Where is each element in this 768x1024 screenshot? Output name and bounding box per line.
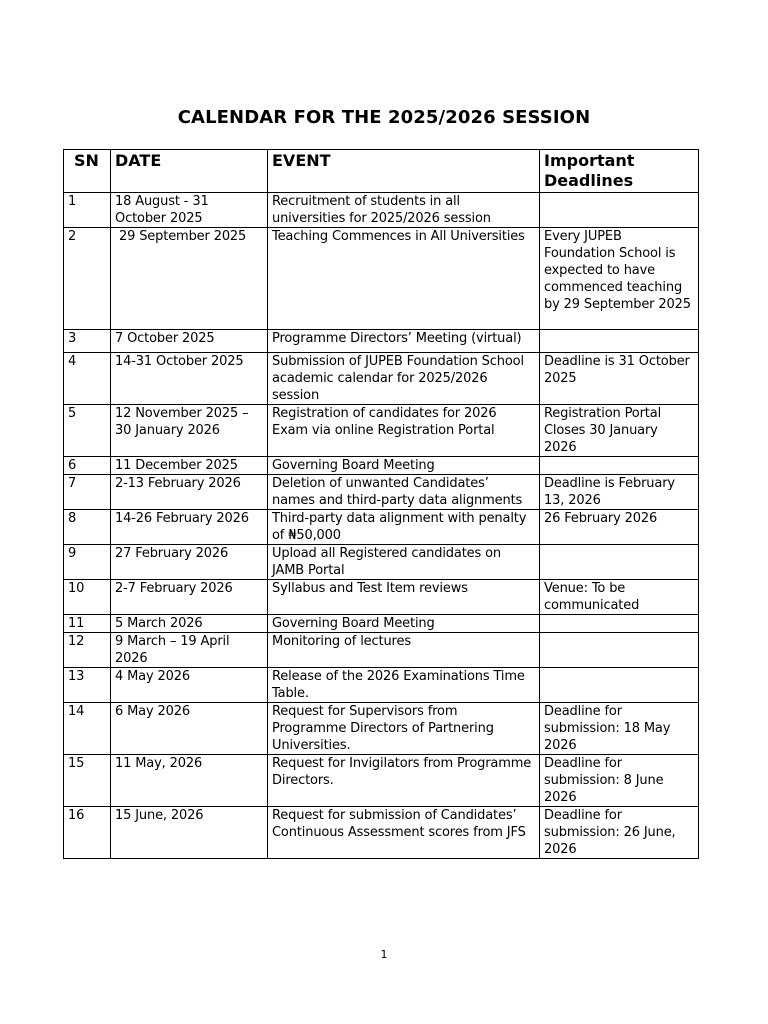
- cell-deadline: 26 February 2026: [540, 510, 699, 545]
- cell-event: Request for Supervisors from Programme Directors of Partnering Universities.: [268, 703, 540, 755]
- cell-event: Registration of candidates for 2026 Exam via online Registration Portal: [268, 405, 540, 457]
- cell-sn: 6: [64, 457, 111, 475]
- cell-deadline: Deadline for submission: 26 June, 2026: [540, 807, 699, 859]
- cell-event: Deletion of unwanted Candidates’ names and third-party data alignments: [268, 475, 540, 510]
- cell-deadline: [540, 457, 699, 475]
- cell-deadline: Deadline for submission: 8 June 2026: [540, 755, 699, 807]
- cell-event: Third-party data alignment with penalty of ₦50,000: [268, 510, 540, 545]
- cell-deadline: [540, 330, 699, 353]
- cell-event: Request for Invigilators from Programme Directors.: [268, 755, 540, 807]
- cell-date: 14-26 February 2026: [111, 510, 268, 545]
- cell-sn: 9: [64, 545, 111, 580]
- cell-event: Submission of JUPEB Foundation School academic calendar for 2025/2026 session: [268, 353, 540, 405]
- cell-date: 2-13 February 2026: [111, 475, 268, 510]
- cell-event: Monitoring of lectures: [268, 633, 540, 668]
- cell-event: Upload all Registered candidates on JAMB Portal: [268, 545, 540, 580]
- calendar-table: [63, 149, 699, 859]
- cell-date: 4 May 2026: [111, 668, 268, 703]
- cell-deadline: [540, 193, 699, 228]
- cell-date: 27 February 2026: [111, 545, 268, 580]
- table-row: [64, 633, 699, 668]
- cell-event: Programme Directors’ Meeting (virtual): [268, 330, 540, 353]
- cell-sn: 4: [64, 353, 111, 405]
- column-header-event: EVENT: [268, 150, 540, 193]
- cell-date: 2-7 February 2026: [111, 580, 268, 615]
- calendar-table-body: [64, 193, 699, 859]
- table-row: [64, 193, 699, 228]
- column-header-sn: SN: [64, 150, 111, 193]
- cell-sn: 3: [64, 330, 111, 353]
- cell-event: Governing Board Meeting: [268, 457, 540, 475]
- cell-sn: 12: [64, 633, 111, 668]
- table-row: [64, 510, 699, 545]
- cell-date: 5 March 2026: [111, 615, 268, 633]
- table-row: [64, 668, 699, 703]
- cell-deadline: [540, 668, 699, 703]
- cell-sn: 13: [64, 668, 111, 703]
- page-title: CALENDAR FOR THE 2025/2026 SESSION: [177, 107, 591, 128]
- table-row: [64, 580, 699, 615]
- cell-event: Request for submission of Candidates’ Continuous Assessment scores from JFS: [268, 807, 540, 859]
- cell-date: 18 August - 31 October 2025: [111, 193, 268, 228]
- table-row: [64, 755, 699, 807]
- cell-sn: 11: [64, 615, 111, 633]
- cell-sn: 5: [64, 405, 111, 457]
- cell-sn: 14: [64, 703, 111, 755]
- cell-deadline: Venue: To be communicated: [540, 580, 699, 615]
- cell-sn: 1: [64, 193, 111, 228]
- cell-deadline: [540, 545, 699, 580]
- cell-sn: 2: [64, 228, 111, 330]
- cell-event: Teaching Commences in All Universities: [268, 228, 540, 330]
- cell-date: 7 October 2025: [111, 330, 268, 353]
- cell-event: Syllabus and Test Item reviews: [268, 580, 540, 615]
- cell-sn: 7: [64, 475, 111, 510]
- cell-date: 11 May, 2026: [111, 755, 268, 807]
- cell-date: 12 November 2025 – 30 January 2026: [111, 405, 268, 457]
- cell-event: Recruitment of students in all universities for 2025/2026 session: [268, 193, 540, 228]
- cell-event: Release of the 2026 Examinations Time Table.: [268, 668, 540, 703]
- page-number: 1: [380, 948, 388, 961]
- header-row: [64, 150, 699, 193]
- cell-date: 15 June, 2026: [111, 807, 268, 859]
- table-row: [64, 405, 699, 457]
- cell-date: 29 September 2025: [111, 228, 268, 330]
- cell-sn: 15: [64, 755, 111, 807]
- table-row: [64, 228, 699, 330]
- cell-date: 14-31 October 2025: [111, 353, 268, 405]
- cell-deadline: Deadline for submission: 18 May 2026: [540, 703, 699, 755]
- cell-sn: 10: [64, 580, 111, 615]
- cell-sn: 16: [64, 807, 111, 859]
- table-row: [64, 475, 699, 510]
- table-row: [64, 330, 699, 353]
- cell-deadline: Deadline is 31 October 2025: [540, 353, 699, 405]
- cell-date: 9 March – 19 April 2026: [111, 633, 268, 668]
- cell-deadline: [540, 615, 699, 633]
- table-row: [64, 353, 699, 405]
- cell-event: Governing Board Meeting: [268, 615, 540, 633]
- column-header-date: DATE: [111, 150, 268, 193]
- table-row: [64, 545, 699, 580]
- table-row: [64, 807, 699, 859]
- column-header-deadline: Important Deadlines: [540, 150, 699, 193]
- cell-date: 6 May 2026: [111, 703, 268, 755]
- cell-deadline: Deadline is February 13, 2026: [540, 475, 699, 510]
- table-row: [64, 703, 699, 755]
- calendar-table-header: [64, 150, 699, 193]
- cell-deadline: Every JUPEB Foundation School is expected to have commenced teaching by 29 September 2025: [540, 228, 699, 330]
- table-row: [64, 615, 699, 633]
- table-row: [64, 457, 699, 475]
- cell-deadline: Registration Portal Closes 30 January 2026: [540, 405, 699, 457]
- cell-sn: 8: [64, 510, 111, 545]
- cell-deadline: [540, 633, 699, 668]
- cell-date: 11 December 2025: [111, 457, 268, 475]
